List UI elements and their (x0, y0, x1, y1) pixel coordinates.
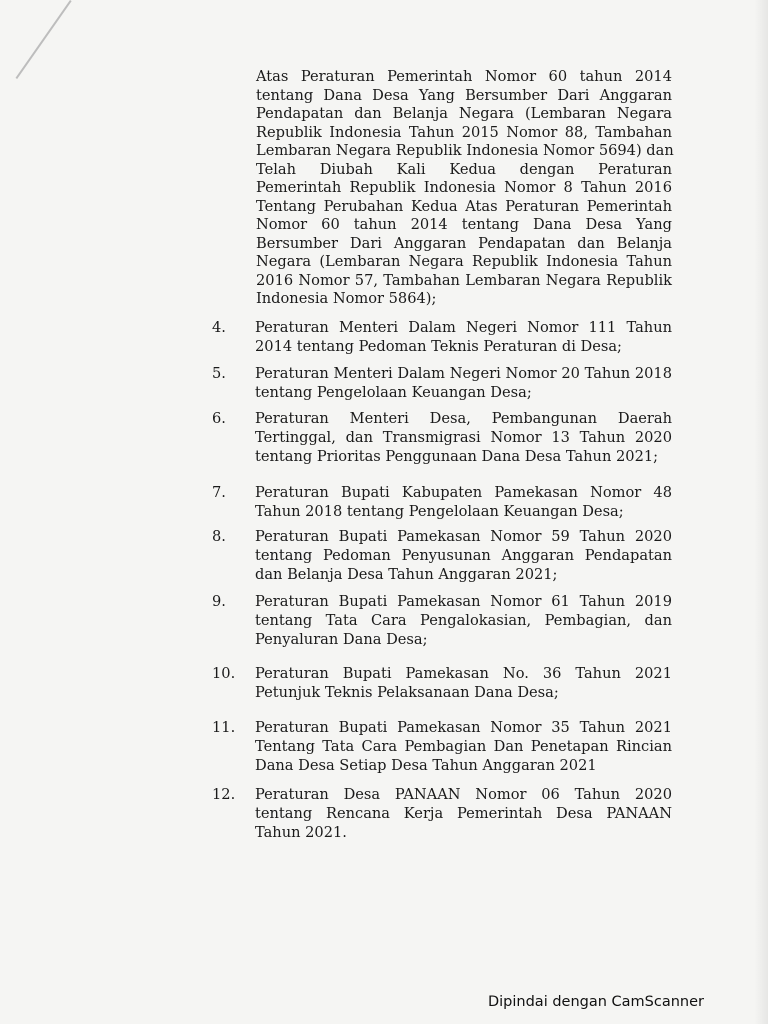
item-line: tentang Rencana Kerja Pemerintah Desa PANAAN (255, 805, 672, 822)
continuation-line: tentang Dana Desa Yang Bersumber Dari Anggaran (256, 86, 672, 104)
item-line: Peraturan Bupati Pamekasan Nomor 61 Tahun 2019 (255, 593, 672, 610)
item-line: Tahun 2021. (255, 824, 347, 841)
item-number: 10. (212, 665, 236, 682)
item-line: Petunjuk Teknis Pelaksanaan Dana Desa; (255, 684, 559, 701)
item-line: Dana Desa Setiap Desa Tahun Anggaran 2021 (255, 757, 597, 774)
continuation-line: Republik Indonesia Tahun 2015 Nomor 88, Tambahan (256, 123, 672, 141)
item-number: 5. (212, 365, 226, 382)
item-line: Tentang Tata Cara Pembagian Dan Penetapan Rincian (255, 738, 672, 755)
continuation-line: Bersumber Dari Anggaran Pendapatan dan Belanja (256, 234, 672, 252)
item-text (255, 318, 672, 356)
continuation-line: Tentang Perubahan Kedua Atas Peraturan Pemerintah (256, 197, 672, 215)
item-line: tentang Pedoman Penyusunan Anggaran Pendapatan (255, 547, 672, 564)
item-number: 11. (212, 719, 236, 736)
continuation-line: Lembaran Negara Republik Indonesia Nomor 5694) dan (256, 142, 674, 159)
continuation-paragraph (256, 68, 672, 309)
item-line: tentang Prioritas Penggunaan Dana Desa Tahun 2021; (255, 448, 659, 465)
item-number: 9. (212, 593, 226, 610)
camscanner-watermark: Dipindai dengan CamScanner (487, 994, 704, 1010)
continuation-line: Atas Peraturan Pemerintah Nomor 60 tahun 2014 (256, 68, 672, 85)
item-line: Tahun 2018 tentang Pengelolaan Keuangan Desa; (255, 503, 624, 520)
continuation-line: Indonesia Nomor 5864); (256, 290, 437, 307)
continuation-line: Pendapatan dan Belanja Negara (Lembaran Negara (256, 105, 672, 122)
item-text (255, 592, 672, 649)
item-line: Peraturan Desa PANAAN Nomor 06 Tahun 2020 (255, 786, 672, 803)
item-line: tentang Tata Cara Pengalokasian, Pembagian, dan (255, 612, 672, 629)
item-line: tentang Pengelolaan Keuangan Desa; (255, 384, 532, 401)
item-line: Peraturan Menteri Desa, Pembangunan Daerah (255, 410, 672, 427)
item-text (255, 718, 672, 775)
item-number: 6. (212, 410, 226, 427)
item-text (255, 483, 672, 521)
continuation-line: Negara (Lembaran Negara Republik Indonesia Tahun (256, 253, 672, 270)
item-line: Peraturan Menteri Dalam Negeri Nomor 20 Tahun 2018 (255, 365, 672, 382)
continuation-line: Pemerintah Republik Indonesia Nomor 8 Tahun 2016 (256, 179, 672, 196)
item-number: 4. (212, 319, 226, 336)
item-number: 12. (212, 786, 236, 803)
item-text (255, 785, 672, 842)
continuation-line: Telah Diubah Kali Kedua dengan Peraturan (256, 160, 672, 178)
item-line: Peraturan Bupati Pamekasan No. 36 Tahun 2021 (255, 665, 672, 682)
item-line: Peraturan Bupati Pamekasan Nomor 59 Tahun 2020 (255, 528, 672, 545)
item-line: Peraturan Bupati Pamekasan Nomor 35 Tahun 2021 (255, 719, 672, 736)
item-line: dan Belanja Desa Tahun Anggaran 2021; (255, 566, 558, 583)
item-text (255, 364, 672, 402)
item-number: 8. (212, 528, 226, 545)
item-text (255, 527, 672, 584)
item-text (255, 409, 672, 466)
continuation-line: 2016 Nomor 57, Tambahan Lembaran Negara Republik (256, 271, 672, 289)
item-number: 7. (212, 484, 226, 501)
item-line: Peraturan Menteri Dalam Negeri Nomor 111 Tahun (255, 319, 672, 336)
item-line: Peraturan Bupati Kabupaten Pamekasan Nomor 48 (255, 484, 672, 501)
item-line: 2014 tentang Pedoman Teknis Peraturan di Desa; (255, 338, 622, 355)
continuation-line: Nomor 60 tahun 2014 tentang Dana Desa Yang (256, 216, 672, 233)
item-text (255, 664, 672, 702)
item-line: Tertinggal, dan Transmigrasi Nomor 13 Tahun 2020 (255, 429, 672, 446)
item-line: Penyaluran Dana Desa; (255, 631, 428, 648)
